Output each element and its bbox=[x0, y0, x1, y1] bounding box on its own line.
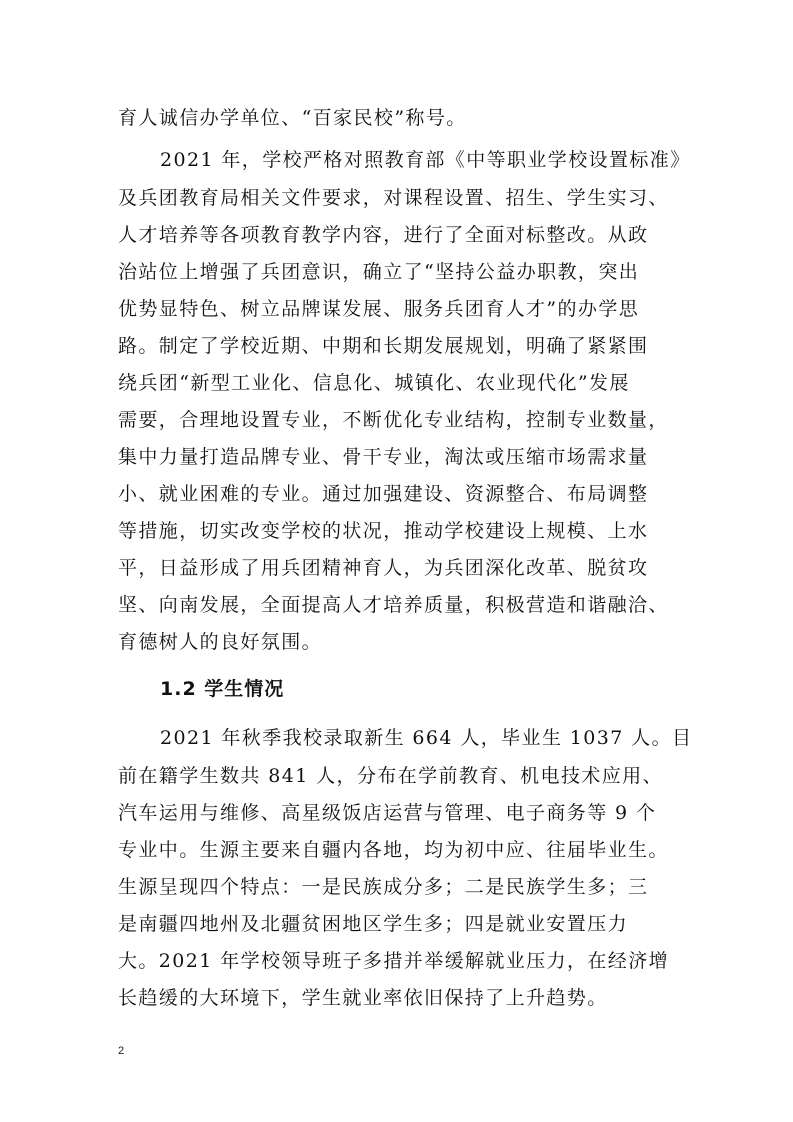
body-line: 需要，合理地设置专业，不断优化专业结构，控制专业数量， bbox=[118, 409, 669, 431]
body-line: 路。制定了学校近期、中期和长期发展规划，明确了紧紧围 bbox=[118, 335, 649, 357]
body-line: 大。2021 年学校领导班子多措并举缓解就业压力，在经济增 bbox=[118, 950, 669, 972]
body-line: 集中力量打造品牌专业、骨干专业，淘汰或压缩市场需求量 bbox=[118, 446, 649, 468]
page-number: 2 bbox=[118, 1045, 125, 1057]
body-line: 汽车运用与维修、高星级饭店运营与管理、电子商务等 9 个 bbox=[118, 802, 657, 824]
body-line: 小、就业困难的专业。通过加强建设、资源整合、布局调整 bbox=[118, 483, 649, 505]
body-line: 专业中。生源主要来自疆内各地，均为初中应、往届毕业生。 bbox=[118, 839, 669, 861]
body-line: 前在籍学生数共 841 人，分布在学前教育、机电技术应用、 bbox=[118, 765, 663, 787]
body-line: 生源呈现四个特点：一是民族成分多；二是民族学生多；三 bbox=[118, 876, 649, 898]
body-line: 治站位上增强了兵团意识，确立了“坚持公益办职教，突出 bbox=[118, 261, 640, 283]
body-line: 及兵团教育局相关文件要求，对课程设置、招生、学生实习、 bbox=[118, 187, 669, 209]
body-line: 坚、向南发展，全面提高人才培养质量，积极营造和谐融洽、 bbox=[118, 594, 669, 616]
body-line: 是南疆四地州及北疆贫困地区学生多；四是就业安置压力 bbox=[118, 913, 629, 935]
body-line: 绕兵团“新型工业化、信息化、城镇化、农业现代化”发展 bbox=[118, 372, 630, 394]
intro-line: 育人诚信办学单位、“百家民校”称号。 bbox=[118, 107, 467, 129]
section-heading: 1.2 学生情况 bbox=[160, 678, 285, 700]
body-line: 2021 年秋季我校录取新生 664 人，毕业生 1037 人。目 bbox=[160, 727, 693, 749]
body-line: 平，日益形成了用兵团精神育人，为兵团深化改革、脱贫攻 bbox=[118, 557, 649, 579]
body-line: 优势显特色、树立品牌谋发展、服务兵团育人才”的办学思 bbox=[118, 298, 640, 320]
body-line: 人才培养等各项教育教学内容，进行了全面对标整改。从政 bbox=[118, 224, 649, 246]
body-line: 2021 年，学校严格对照教育部《中等职业学校设置标准》 bbox=[160, 149, 691, 171]
body-line: 育德树人的良好氛围。 bbox=[118, 631, 323, 653]
body-line: 等措施，切实改变学校的状况，推动学校建设上规模、上水 bbox=[118, 520, 649, 542]
body-line: 长趋缓的大环境下，学生就业率依旧保持了上升趋势。 bbox=[118, 987, 608, 1009]
